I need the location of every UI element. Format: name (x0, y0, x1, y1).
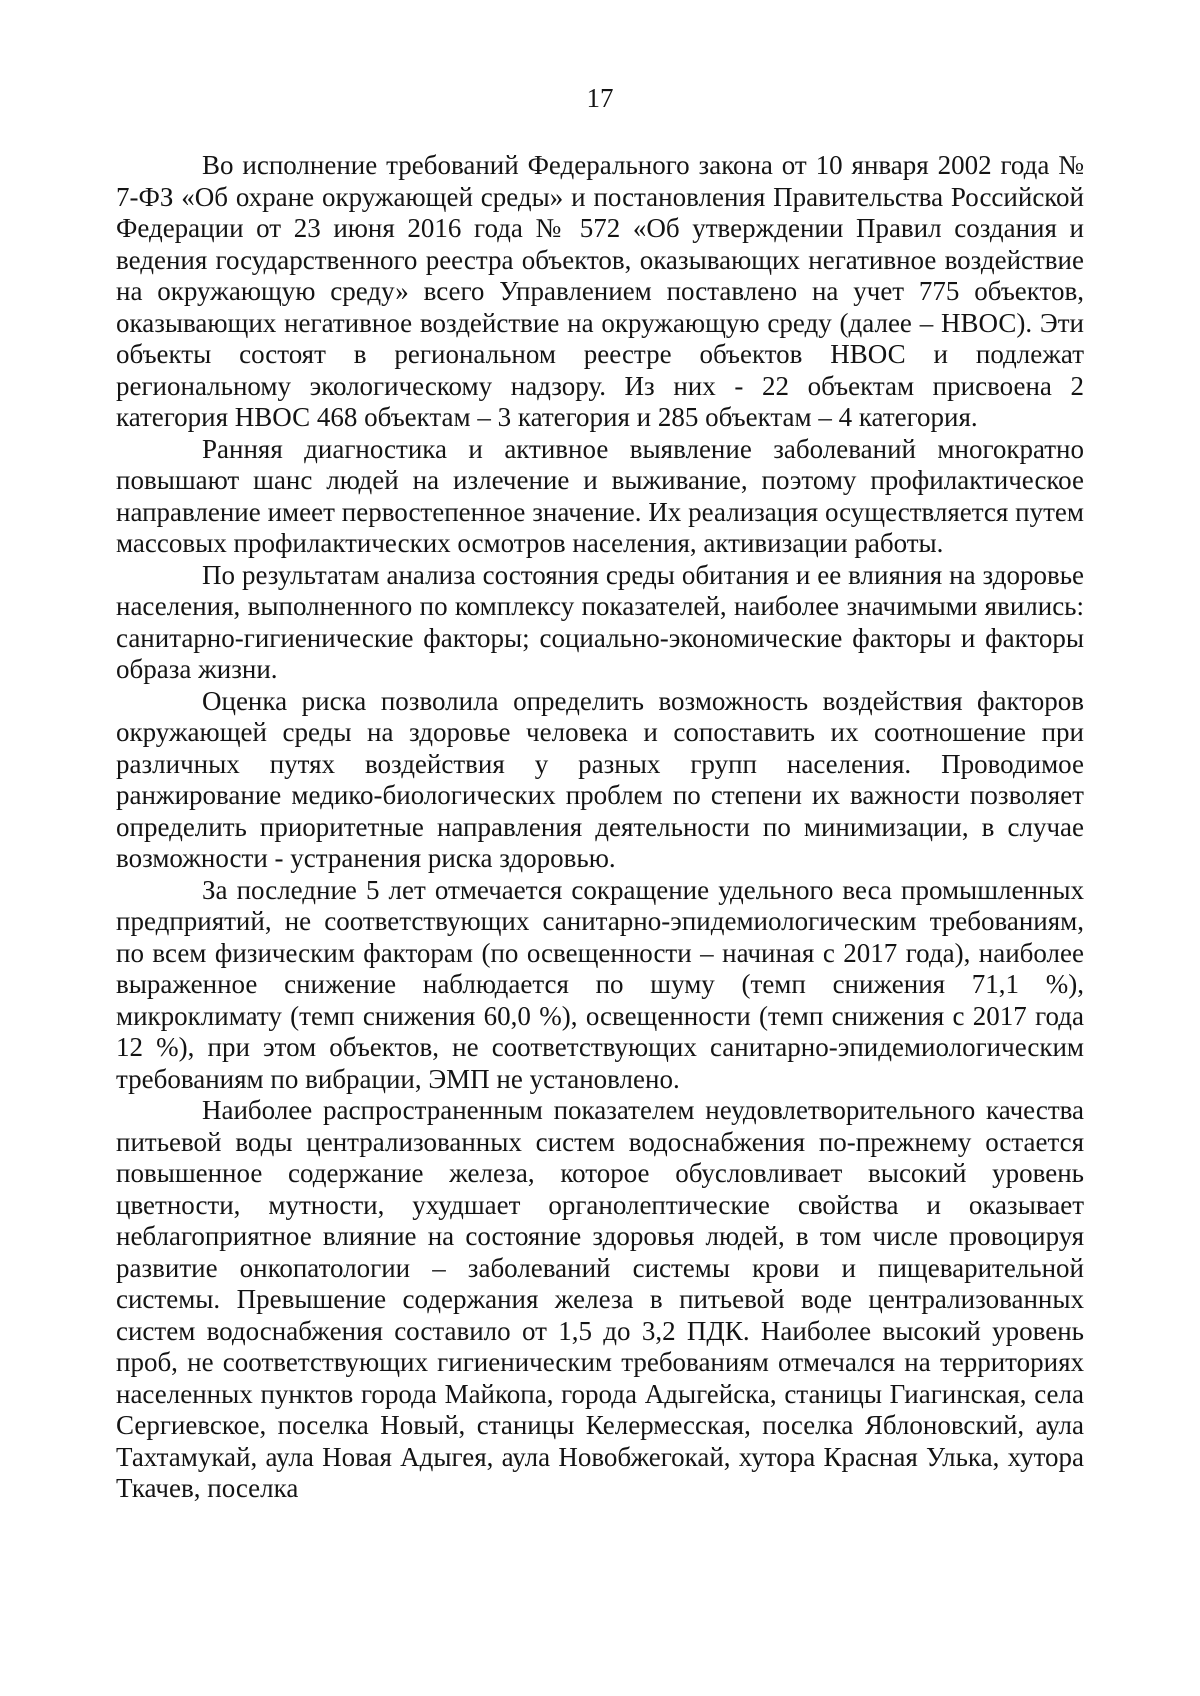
paragraph-risk-assessment: Оценка риска позволила определить возможность воздействия факторов окружающей среды на здоровье человека и сопоставить их соотношение при различных путях воздействия у разных групп населения. Проводимое ранжирование медико-биологических проблем по степени их важности позволяет определить приоритетные направления деятельности по минимизации, в случае возможности - устранения риска здоровью. (116, 685, 1084, 873)
paragraph-nvos-registry: Во исполнение требований Федерального закона от 10 января 2002 года № 7-ФЗ «Об охране окружающей среды» и постановления Правительства Российской Федерации от 23 июня 2016 года № 572 «Об утверждении Правил создания и ведения государственного реестра объектов, оказывающих негативное воздействие на окружающую среду» всего Управлением поставлено на учет 775 объектов, оказывающих негативное воздействие на окружающую среду (далее – НВОС). Эти объекты состоят в региональном реестре объектов НВОС и подлежат региональному экологическому надзору. Из них - 22 объектам присвоена 2 категория НВОС 468 объектам – 3 категория и 285 объектам – 4 категория. (116, 150, 1084, 432)
paragraph-physical-factors: За последние 5 лет отмечается сокращение удельного веса промышленных предприятий, не соответствующих санитарно-эпидемиологическим требованиям, по всем физическим факторам (по освещенности – начиная с 2017 года), наиболее выраженное снижение наблюдается по шуму (темп снижения 71,1 %), микроклимату (темп снижения 60,0 %), освещенности (темп снижения с 2017 года 12 %), при этом объектов, не соответствующих санитарно-эпидемиологическим требованиям по вибрации, ЭМП не установлено. (116, 874, 1084, 1094)
paragraph-environment-analysis: По результатам анализа состояния среды обитания и ее влияния на здоровье населения, выполненного по комплексу показателей, наиболее значимыми явились: санитарно-гигиенические факторы; социально-экономические факторы и факторы образа жизни. (116, 559, 1084, 684)
paragraph-drinking-water: Наиболее распространенным показателем неудовлетворительного качества питьевой воды централизованных систем водоснабжения по-прежнему остается повышенное содержание железа, которое обусловливает высокий уровень цветности, мутности, ухудшает органолептические свойства и оказывает неблагоприятное влияние на состояние здоровья людей, в том числе провоцируя развитие онкопатологии – заболеваний системы крови и пищеварительной системы. Превышение содержания железа в питьевой воде централизованных систем водоснабжения составило от 1,5 до 3,2 ПДК. Наиболее высокий уровень проб, не соответствующих гигиеническим требованиям отмечался на территориях населенных пунктов города Майкопа, города Адыгейска, станицы Гиагинская, села Сергиевское, поселка Новый, станицы Келермесская, поселка Яблоновский, аула Тахтамукай, аула Новая Адыгея, аула Новобжегокай, хутора Красная Улька, хутора Ткачев, поселка (116, 1095, 1084, 1503)
page-number: 17 (586, 83, 614, 113)
paragraph-early-diagnostics: Ранняя диагностика и активное выявление заболеваний многократно повышают шанс людей на излечение и выживание, поэтому профилактическое направление имеет первостепенное значение. Их реализация осуществляется путем массовых профилактических осмотров населения, активизации работы. (116, 433, 1084, 558)
document-body (116, 150, 1084, 1505)
